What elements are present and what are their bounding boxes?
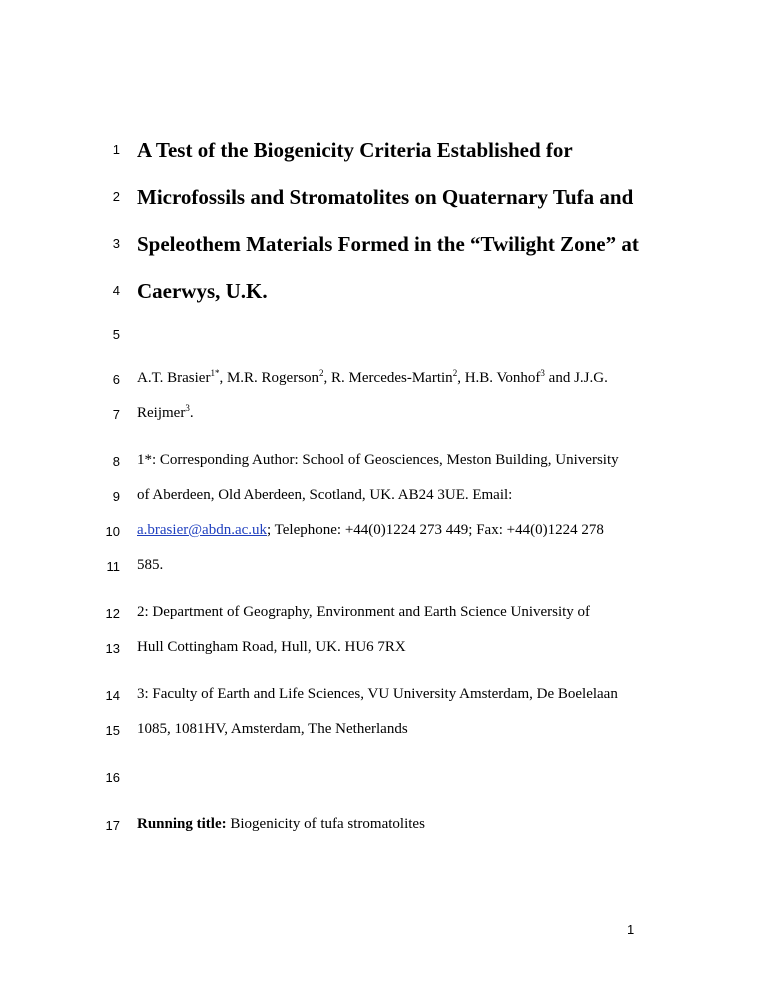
- line-number: 17: [105, 818, 120, 833]
- author-punctuation: .: [189, 405, 194, 421]
- affiliation-2-line-1: 2: Department of Geography, Environment and Earth Science University of: [137, 604, 591, 620]
- affiliation-mark: 1*: [210, 368, 220, 378]
- corresponding-author-line-1: 1*: Corresponding Author: School of Geosciences, Meston Building, University: [137, 452, 619, 468]
- line-number: 3: [112, 236, 120, 251]
- running-title-label: Running title:: [137, 816, 227, 832]
- author-name: , H.B. Vonhof: [457, 370, 541, 386]
- author-name: , M.R. Rogerson: [219, 370, 320, 386]
- author-list-continued: [137, 405, 194, 422]
- title-line-4: Caerwys, U.K.: [137, 279, 268, 303]
- title-line-2: Microfossils and Stromatolites on Quaternary Tufa and: [137, 185, 634, 209]
- author-name: and J.J.G.: [544, 370, 608, 386]
- line-number: 5: [112, 327, 120, 342]
- line-number: 2: [112, 189, 120, 204]
- running-title: [137, 816, 425, 833]
- affiliation-3-line-2: 1085, 1081HV, Amsterdam, The Netherlands: [137, 721, 408, 737]
- author-name: Reijmer: [137, 405, 186, 421]
- page-number: 1: [627, 922, 635, 937]
- author-name: , R. Mercedes-Martin: [323, 370, 453, 386]
- line-number: 12: [105, 606, 120, 621]
- running-title-text: Biogenicity of tufa stromatolites: [226, 816, 425, 832]
- title-line-3: Speleothem Materials Formed in the “Twilight Zone” at: [137, 232, 639, 256]
- contact-phone-fax: ; Telephone: +44(0)1224 273 449; Fax: +44(0)1224 278: [267, 522, 604, 538]
- corresponding-author-line-2: of Aberdeen, Old Aberdeen, Scotland, UK. AB24 3UE. Email:: [137, 487, 513, 503]
- affiliation-mark: 3: [185, 403, 190, 413]
- affiliation-mark: 2: [452, 368, 458, 378]
- line-number: 10: [105, 524, 120, 539]
- affiliation-mark: 2: [319, 368, 324, 378]
- affiliation-2-line-2: Hull Cottingham Road, Hull, UK. HU6 7RX: [137, 639, 406, 655]
- author-list: [137, 370, 608, 387]
- line-number: 6: [112, 372, 120, 387]
- line-number: 9: [112, 489, 120, 504]
- affiliation-mark: 3: [540, 368, 545, 378]
- line-number: 8: [112, 454, 120, 469]
- affiliation-3-line-1: 3: Faculty of Earth and Life Sciences, VU University Amsterdam, De Boelelaan: [137, 686, 618, 702]
- line-number: 7: [112, 407, 120, 422]
- corresponding-author-line-4: 585.: [137, 557, 164, 573]
- line-number: 13: [105, 641, 120, 656]
- line-number: 14: [105, 688, 120, 703]
- corresponding-author-line-3: [137, 522, 604, 539]
- line-number: 4: [112, 283, 120, 298]
- title-line-1: A Test of the Biogenicity Criteria Established for: [137, 138, 573, 162]
- line-number: 11: [106, 559, 120, 574]
- line-number: 16: [105, 770, 120, 785]
- line-number: 15: [105, 723, 120, 738]
- email-link[interactable]: a.brasier@abdn.ac.uk: [137, 522, 268, 538]
- line-number: 1: [112, 142, 120, 157]
- author-name: A.T. Brasier: [137, 370, 211, 386]
